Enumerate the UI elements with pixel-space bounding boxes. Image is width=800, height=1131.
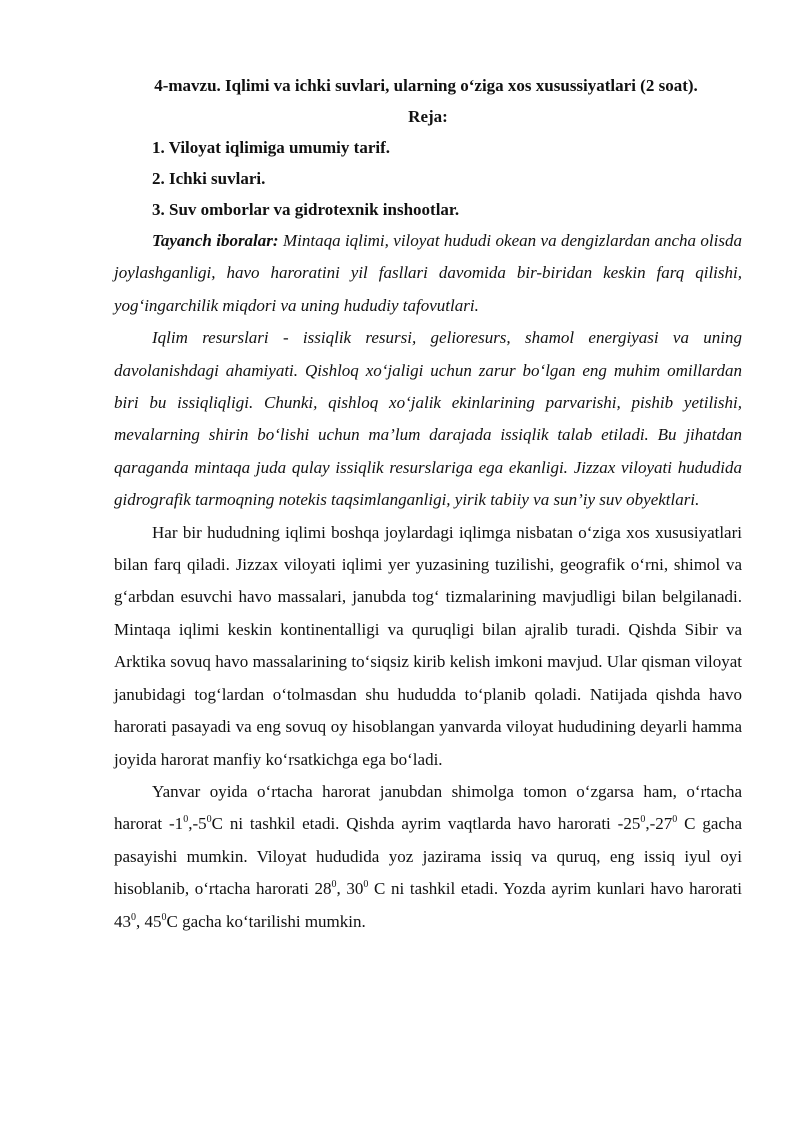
key-terms-text: Mintaqa iqlimi, viloyat hududi okean va dengizlardan ancha olisda joylashganligi, havo haroratini yil fasllari davomida bir-biridan keskin farq qilishi, yog‘ingarchilik miqdori va uning hududiy tafovutlari.	[114, 231, 742, 315]
plan-item: 1. Viloyat iqlimiga umumiy tarif.	[152, 138, 390, 157]
degree-superscript: 0	[672, 814, 678, 826]
temp-text: ,-5	[188, 814, 207, 834]
temp-text: C gacha pasayishi mumkin. Viloyat hududida yoz jazirama issiq va quruq, eng issiq iyul oyi hisoblanib, o‘rtacha harorati 28	[114, 814, 742, 899]
temp-text: , 30	[336, 879, 364, 899]
degree-superscript: 0	[640, 814, 646, 826]
degree-superscript: 0	[183, 814, 189, 826]
degree-superscript: 0	[331, 879, 337, 891]
plan-heading: Reja:	[408, 107, 448, 126]
key-terms-label: Tayanch iboralar:	[152, 231, 279, 250]
plan-item: 3. Suv omborlar va gidrotexnik inshootlar.	[152, 200, 460, 219]
degree-superscript: 0	[131, 911, 136, 923]
temp-text: Yanvar oyida o‘rtacha harorat janubdan shimolga tomon o‘zgarsa ham, o‘rtacha harorat -1	[114, 781, 742, 834]
climate-paragraph: Har bir hududning iqlimi boshqa joylardagi iqlimga nisbatan o‘ziga xos xususiyatlari bilan farq qiladi. Jizzax viloyati iqlimi yer yuzasining tuzilishi, geografik o‘rni, shimol va g‘arbdan esuvchi havo massalari, janubda tog‘ tizmalarining mavjudligi bilan belgilanadi. Mintaqa iqlimi keskin kontinentalligi va quruqligi bilan ajralib turadi. Qishda Sibir va Arktika sovuq havo massalarining to‘siqsiz kirib kelish imkoni mavjud. Ular qisman viloyat janubidagi tog‘lardan o‘tolmasdan shu hududda to‘planib qoladi. Natijada qishda havo harorati pasayadi va eng sovuq oy hisoblangan yanvarda viloyat hududining deyarli hamma joyida harorat manfiy ko‘rsatkichga ega bo‘ladi.	[114, 522, 742, 769]
temp-text: ,-27	[645, 814, 673, 834]
temperature-paragraph	[114, 776, 742, 938]
temp-text: C ni tashkil etadi. Yozda ayrim kunlari havo harorati 43	[114, 879, 742, 931]
temp-text: , 45	[136, 911, 162, 931]
resources-paragraph: Iqlim resurslari - issiqlik resursi, gelioresurs, shamol energiyasi va uning davolanishdagi ahamiyati. Qishloq xo‘jaligi uchun zarur bo‘lgan eng muhim omillardan biri bu issiqliqligi. Chunki, qishloq xo‘jalik ekinlarining parvarishi, pishib yetilishi, mevalarning shirin bo‘lishi uchun ma’lum darajada issiqlik talab etiladi. Bu jihatdan qaraganda mintaqa juda qulay issiqlik resurslariga ega ekanligi. Jizzax viloyati hududida gidrografik tarmoqning notekis taqsimlanganligi, yirik tabiiy va sun’iy suv obyektlari.	[114, 328, 742, 510]
page-title: 4-mavzu. Iqlimi va ichki suvlari, ularning o‘ziga xos xusussiyatlari (2 soat).	[154, 76, 698, 95]
degree-superscript: 0	[161, 911, 167, 923]
degree-superscript: 0	[363, 879, 369, 891]
plan-item: 2. Ichki suvlari.	[152, 169, 266, 188]
degree-superscript: 0	[206, 814, 212, 826]
key-terms-paragraph	[114, 225, 742, 322]
temp-text: C gacha ko‘tarilishi mumkin.	[166, 911, 366, 931]
temp-text: C ni tashkil etadi. Qishda ayrim vaqtlarda havo harorati -25	[211, 814, 641, 834]
